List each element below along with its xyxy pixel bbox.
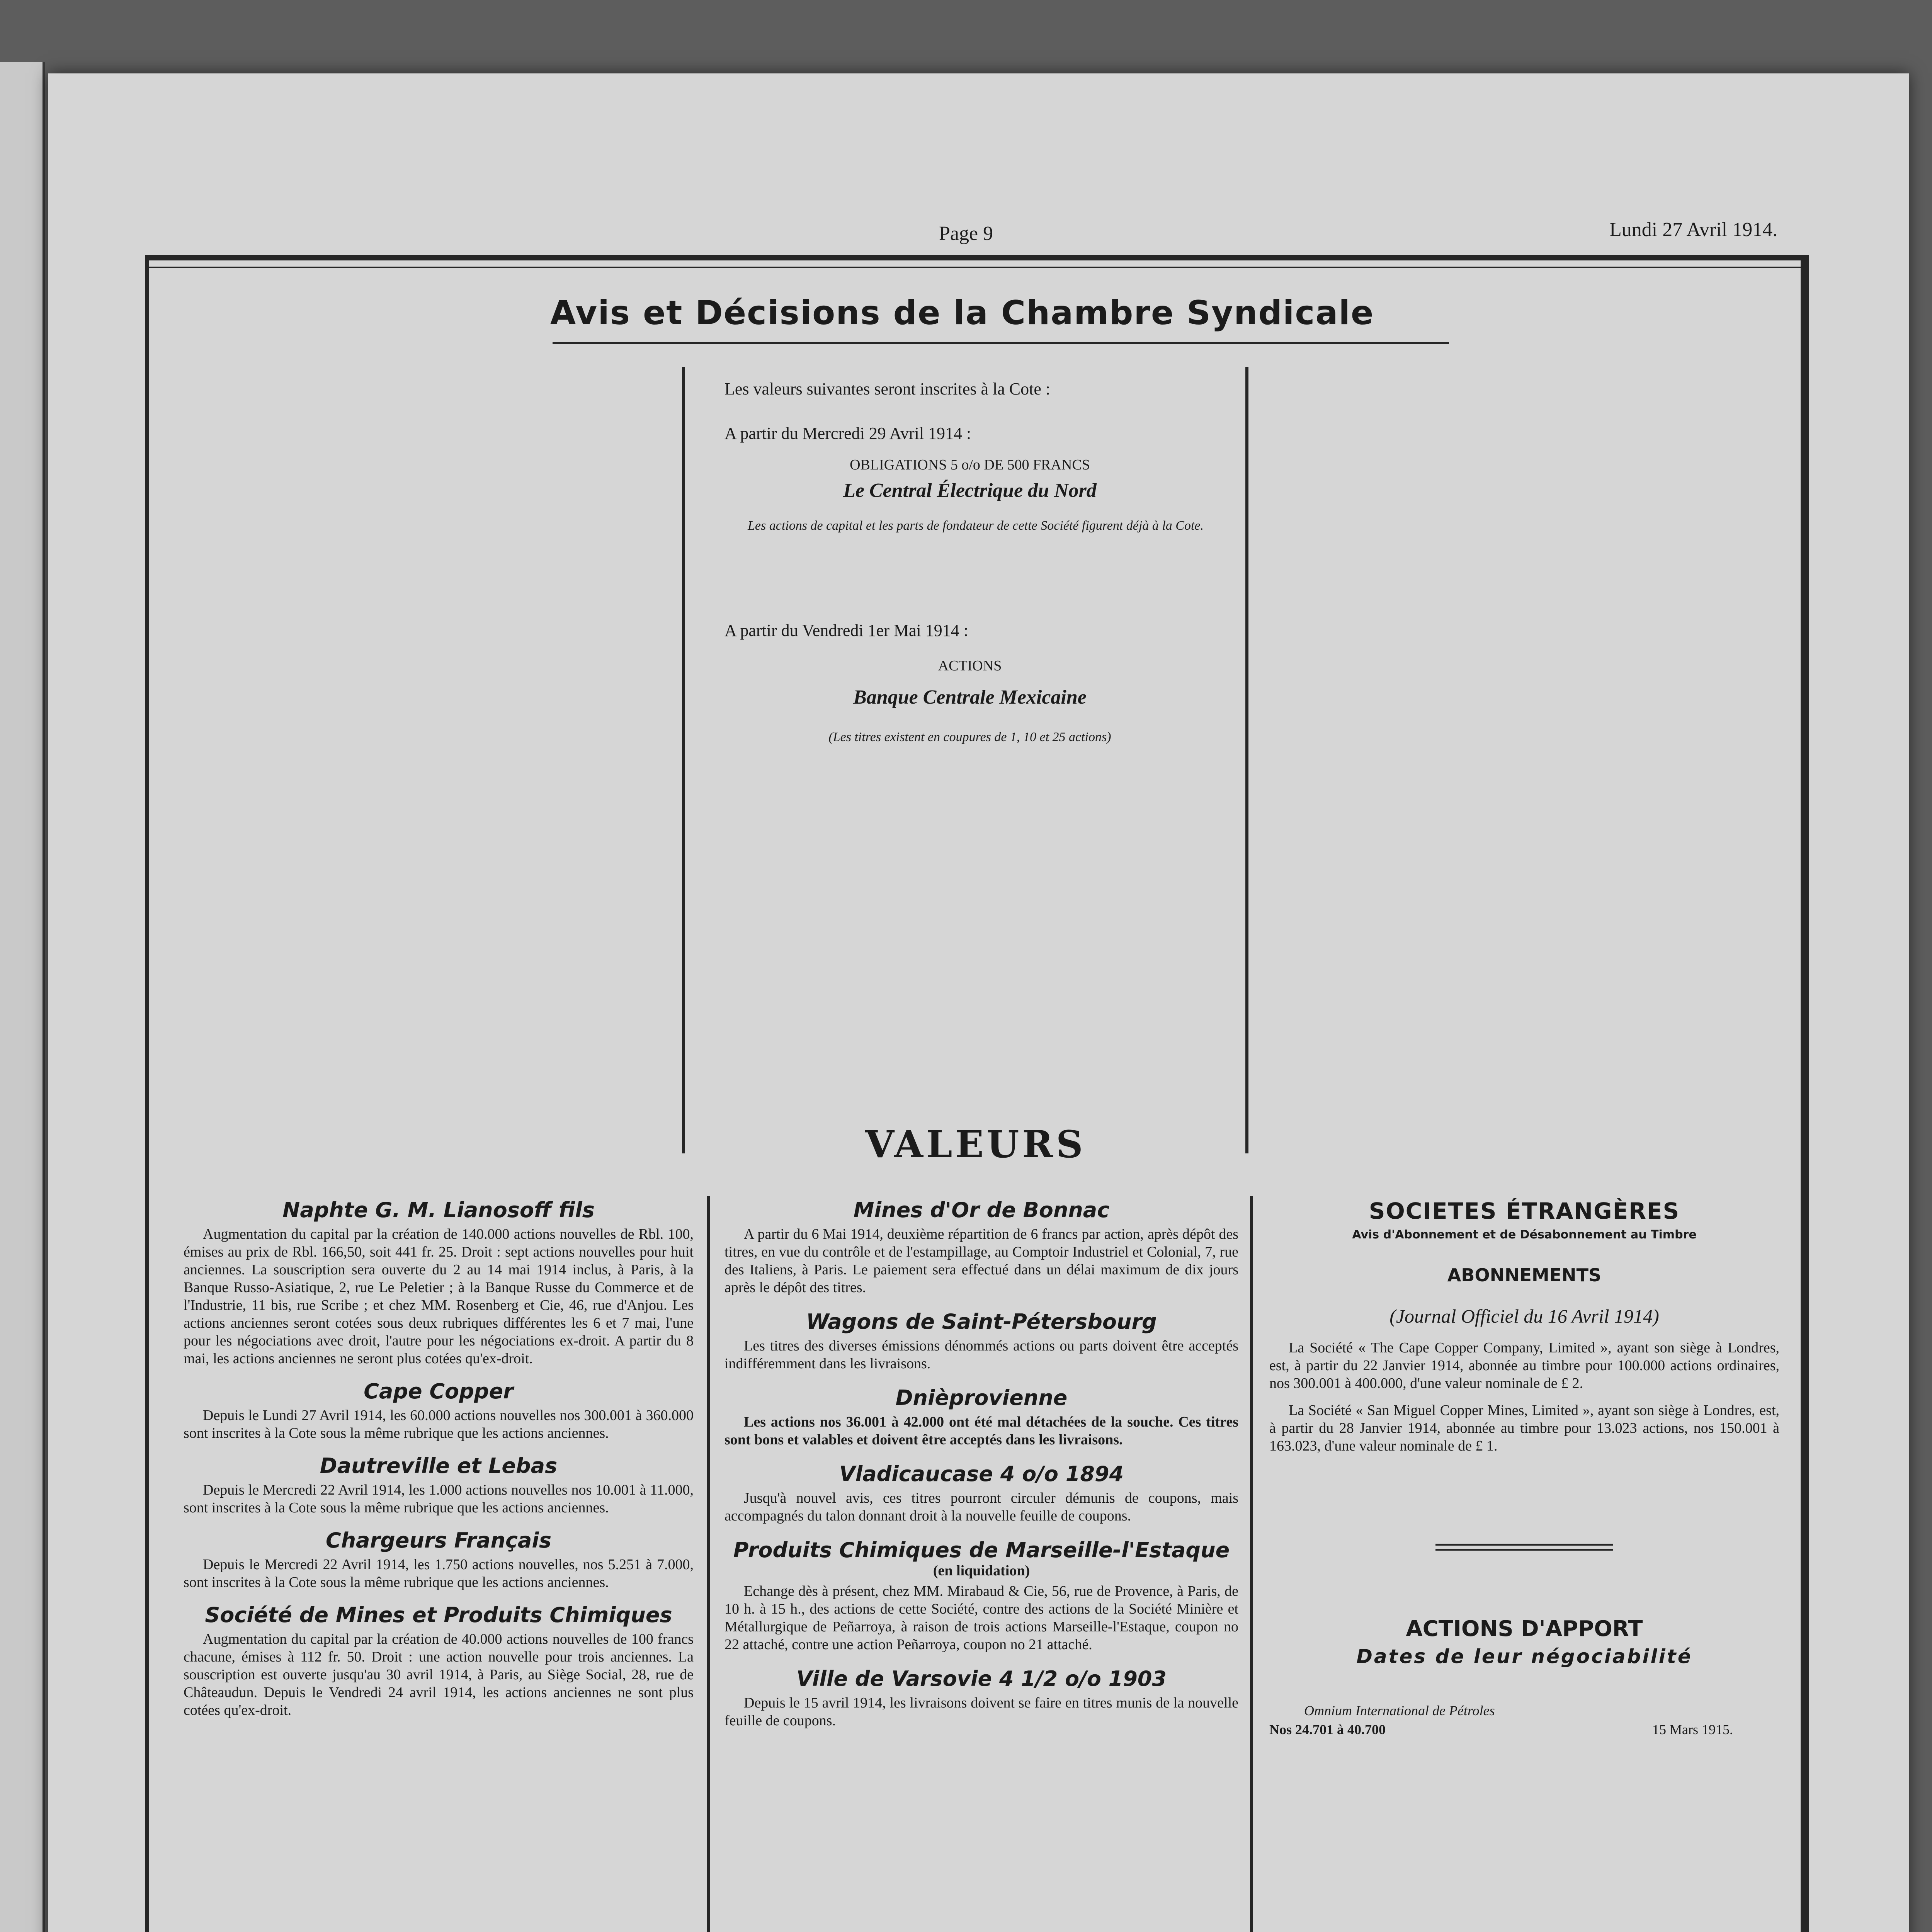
section-divider: [1435, 1544, 1613, 1551]
avis-kind-2: ACTIONS: [938, 658, 1002, 674]
avis-title-underline: [553, 342, 1449, 344]
notice-text: Augmentation du capital par la création de 40.000 actions nouvelles de 100 francs chacune, émises à 112 fr. 50. Droit : une action nouvelle pour trois anciennes. La souscription est ouverte jusqu'au 30 avril 1914, à Paris, au Siège Social, 28, rue de Châteaudun. Depuis le Vendredi 24 avril 1914, les actions anciennes ne sont plus cotées qu'ex-droit.: [184, 1631, 694, 1718]
avis-name-1: Le Central Électrique du Nord: [843, 480, 1097, 502]
newspaper-page: [48, 73, 1909, 1932]
valeurs-rule-1: [707, 1196, 710, 1932]
apport-row: [1269, 1721, 1733, 1738]
avis-note-2: (Les titres existent en coupures de 1, 10 et 25 actions): [828, 730, 1111, 744]
notice-title: Cape Copper: [364, 1379, 514, 1403]
notice-text: Depuis le Mercredi 22 Avril 1914, les 1.000 actions nouvelles nos 10.001 à 11.000, sont inscrites à la Cote sous la même rubrique que les actions anciennes.: [184, 1482, 694, 1516]
avis-note-1: Les actions de capital et les parts de fondateur de cette Société figurent déjà à la Cote.: [748, 519, 1204, 533]
avis-right-rule: [1245, 367, 1248, 1153]
notice-title: Dnièprovienne: [895, 1386, 1068, 1410]
notice-text: Depuis le Mercredi 22 Avril 1914, les 1.750 actions nouvelles, nos 5.251 à 7.000, sont inscrites à la Cote sous la même rubrique que les actions anciennes.: [184, 1556, 694, 1590]
frame-double-rule: [145, 267, 1803, 268]
avis-title: Avis et Décisions de la Chambre Syndicale: [550, 294, 1374, 332]
notice-text: Les titres des diverses émissions dénommés actions ou parts doivent être acceptés indifféremment dans les livraisons.: [724, 1338, 1238, 1372]
notice-text: Depuis le Lundi 27 Avril 1914, les 60.000 actions nouvelles nos 300.001 à 360.000 sont inscrites à la Cote sous la même rubrique que les actions anciennes.: [184, 1407, 694, 1441]
valeurs-column-1: [184, 1198, 694, 1719]
notice-title: Produits Chimiques de Marseille-l'Estaque: [733, 1538, 1230, 1562]
page-date: Lundi 27 Avril 1914.: [1609, 219, 1778, 241]
notice-title: Chargeurs Français: [325, 1528, 551, 1553]
apport-numbers: Nos 24.701 à 40.700: [1269, 1722, 1386, 1737]
notice-title: Naphte G. M. Lianosoff fils: [282, 1198, 595, 1222]
apport-date: 15 Mars 1915.: [1652, 1722, 1733, 1737]
adjacent-page-edge: [0, 62, 45, 1932]
notice-title: Société de Mines et Produits Chimiques: [205, 1603, 672, 1627]
notice-title: Mines d'Or de Bonnac: [853, 1198, 1110, 1222]
valeurs-column-2: [724, 1198, 1238, 1730]
page-number: Page 9: [939, 223, 993, 245]
abonnement-paragraph-1: La Société « The Cape Copper Company, Limited », ayant son siège à Londres, est, à partir du 22 Janvier 1914, abonnée au timbre pour 100.000 actions ordinaires, nos 300.001 à 400.000, d'une valeur nominale de £ 2.: [1269, 1340, 1779, 1391]
avis-name-2: Banque Centrale Mexicaine: [853, 686, 1087, 708]
notice-title: Dautreville et Lebas: [320, 1454, 558, 1478]
notice-title: Ville de Varsovie 4 1/2 o/o 1903: [796, 1667, 1167, 1691]
notice-text: Augmentation du capital par la création de 140.000 actions nouvelles de Rbl. 100, émises au prix de Rbl. 166,50, soit 441 fr. 25. Droit : sept actions nouvelles pour huit anciennes. La souscription sera ouverte du 2 au 14 mai 1914 inclus, à Paris, à la Banque Russo-Asiatique, 2, rue Le Peletier ; à la Banque Russe du Commerce et de l'Industrie, 11 bis, rue Scribe ; et chez MM. Rosenberg et Cie, 46, rue d'Anjou. Les actions anciennes seront cotées sous deux rubriques différentes les 6 et 7 mai, l'une pour les négociations avec droit, l'autre pour les négociations ex-droit. A partir du 8 mai, les actions anciennes ne seront plus cotées qu'ex-droit.: [184, 1226, 694, 1367]
notice-text: A partir du 6 Mai 1914, deuxième répartition de 6 francs par action, après dépôt des titres, en vue du contrôle et de l'estampillage, au Comptoir Industriel et Colonial, 7, rue des Italiens, à Paris. Le paiement sera effectué dans un délai maximum de dix jours après le dépôt des titres.: [724, 1226, 1238, 1296]
notice-title: Wagons de Saint-Pétersbourg: [806, 1310, 1157, 1334]
apport-title: ACTIONS D'APPORT: [1406, 1616, 1643, 1641]
notice-text: Depuis le 15 avril 1914, les livraisons doivent se faire en titres munis de la nouvelle feuille de coupons.: [724, 1695, 1238, 1729]
avis-date-1: A partir du Mercredi 29 Avril 1914 :: [724, 424, 971, 443]
valeurs-rule-2: [1250, 1196, 1253, 1932]
notice-subtitle: (en liquidation): [933, 1563, 1030, 1579]
journal-officiel: (Journal Officiel du 16 Avril 1914): [1389, 1305, 1659, 1327]
notice-title: Vladicaucase 4 o/o 1894: [839, 1462, 1124, 1486]
notice-text: Echange dès à présent, chez MM. Mirabaud & Cie, 56, rue de Provence, à Paris, de 10 h. à 15 h., des actions de cette Société, contre des actions de la Société Minière et Métallurgique de Peñarroya, à raison de trois actions Marseille-l'Estaque, coupon no 22 attaché, contre une action Peñarroya, coupon no 21 attaché.: [724, 1583, 1238, 1653]
abonnement-paragraph-2: La Société « San Miguel Copper Mines, Limited », ayant son siège à Londres, est, à partir du 28 Janvier 1914, abonnée au timbre pour 13.023 actions, nos 150.001 à 163.023, d'une valeur nominale de £ 1.: [1269, 1402, 1779, 1454]
valeurs-heading: VALEURS: [865, 1122, 1086, 1166]
societes-title: SOCIETES ÉTRANGÈRES: [1369, 1198, 1680, 1224]
societes-subtitle: Avis d'Abonnement et de Désabonnement au Timbre: [1352, 1228, 1697, 1242]
valeurs-column-3: [1269, 1198, 1779, 1738]
avis-kind-1: OBLIGATIONS 5 o/o DE 500 FRANCS: [850, 457, 1090, 473]
apport-company: Omnium International de Pétroles: [1304, 1703, 1495, 1718]
avis-intro: Les valeurs suivantes seront inscrites à la Cote :: [724, 379, 1051, 398]
notice-text: Jusqu'à nouvel avis, ces titres pourront circuler démunis de coupons, mais accompagnés du talon donnant droit à la nouvelle feuille de coupons.: [724, 1490, 1238, 1524]
apport-subtitle: Dates de leur négociabilité: [1356, 1645, 1692, 1668]
notice-text: Les actions nos 36.001 à 42.000 ont été mal détachées de la souche. Ces titres sont bons et valables et doivent être acceptés dans les livraisons.: [724, 1414, 1238, 1448]
avis-left-rule: [682, 367, 685, 1153]
abonnements-heading: ABONNEMENTS: [1447, 1265, 1602, 1286]
avis-date-2: A partir du Vendredi 1er Mai 1914 :: [724, 621, 968, 640]
